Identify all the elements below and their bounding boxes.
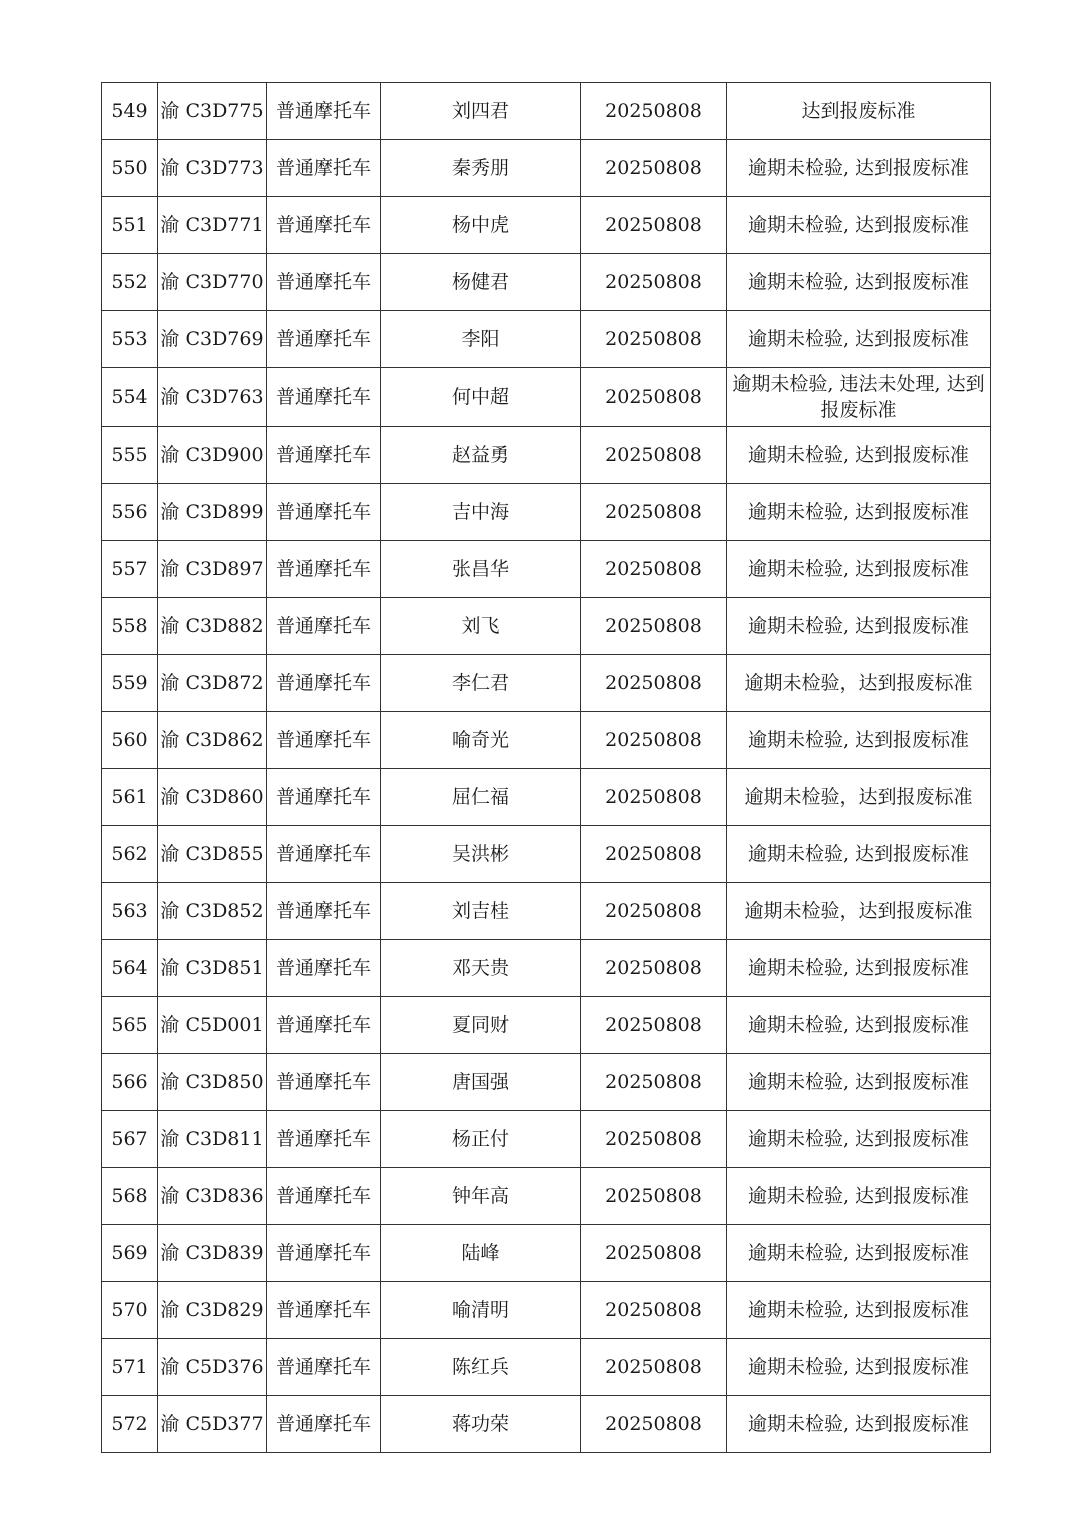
row-number-cell: 552 xyxy=(102,254,158,311)
reason-cell: 逾期未检验, 达到报废标准 xyxy=(727,826,991,883)
owner-name-cell: 吴洪彬 xyxy=(381,826,581,883)
vehicle-type-cell: 普通摩托车 xyxy=(267,83,381,140)
owner-name-cell: 屈仁福 xyxy=(381,769,581,826)
reason-cell: 逾期未检验, 达到报废标准 xyxy=(727,484,991,541)
owner-name-cell: 陈红兵 xyxy=(381,1339,581,1396)
owner-name-cell: 张昌华 xyxy=(381,541,581,598)
vehicle-type-cell: 普通摩托车 xyxy=(267,598,381,655)
row-number-cell: 572 xyxy=(102,1396,158,1453)
vehicle-type-cell: 普通摩托车 xyxy=(267,655,381,712)
vehicle-type-cell: 普通摩托车 xyxy=(267,1054,381,1111)
vehicle-type-cell: 普通摩托车 xyxy=(267,826,381,883)
owner-name-cell: 刘四君 xyxy=(381,83,581,140)
vehicle-type-cell: 普通摩托车 xyxy=(267,1339,381,1396)
owner-name-cell: 杨中虎 xyxy=(381,197,581,254)
owner-name-cell: 何中超 xyxy=(381,368,581,427)
plate-number-cell: 渝 C3D900 xyxy=(158,427,267,484)
vehicle-table-body xyxy=(102,83,991,1453)
reason-cell: 逾期未检验, 达到报废标准 xyxy=(727,197,991,254)
owner-name-cell: 喻清明 xyxy=(381,1282,581,1339)
row-number-cell: 550 xyxy=(102,140,158,197)
reason-cell: 逾期未检验，达到报废标准 xyxy=(727,769,991,826)
row-number-cell: 567 xyxy=(102,1111,158,1168)
owner-name-cell: 唐国强 xyxy=(381,1054,581,1111)
date-cell: 20250808 xyxy=(581,883,727,940)
owner-name-cell: 刘吉桂 xyxy=(381,883,581,940)
date-cell: 20250808 xyxy=(581,484,727,541)
table-row xyxy=(102,712,991,769)
row-number-cell: 554 xyxy=(102,368,158,427)
row-number-cell: 551 xyxy=(102,197,158,254)
row-number-cell: 564 xyxy=(102,940,158,997)
plate-number-cell: 渝 C3D897 xyxy=(158,541,267,598)
plate-number-cell: 渝 C3D770 xyxy=(158,254,267,311)
table-row xyxy=(102,997,991,1054)
date-cell: 20250808 xyxy=(581,1282,727,1339)
date-cell: 20250808 xyxy=(581,140,727,197)
vehicle-type-cell: 普通摩托车 xyxy=(267,484,381,541)
date-cell: 20250808 xyxy=(581,712,727,769)
row-number-cell: 557 xyxy=(102,541,158,598)
vehicle-type-cell: 普通摩托车 xyxy=(267,427,381,484)
owner-name-cell: 喻奇光 xyxy=(381,712,581,769)
row-number-cell: 556 xyxy=(102,484,158,541)
row-number-cell: 566 xyxy=(102,1054,158,1111)
date-cell: 20250808 xyxy=(581,655,727,712)
date-cell: 20250808 xyxy=(581,541,727,598)
vehicle-type-cell: 普通摩托车 xyxy=(267,140,381,197)
reason-cell: 逾期未检验, 达到报废标准 xyxy=(727,1282,991,1339)
reason-cell: 逾期未检验，达到报废标准 xyxy=(727,883,991,940)
plate-number-cell: 渝 C3D775 xyxy=(158,83,267,140)
row-number-cell: 569 xyxy=(102,1225,158,1282)
date-cell: 20250808 xyxy=(581,1111,727,1168)
table-row xyxy=(102,1339,991,1396)
plate-number-cell: 渝 C3D860 xyxy=(158,769,267,826)
table-row xyxy=(102,311,991,368)
reason-cell: 逾期未检验, 达到报废标准 xyxy=(727,712,991,769)
table-row xyxy=(102,197,991,254)
table-row xyxy=(102,1282,991,1339)
date-cell: 20250808 xyxy=(581,197,727,254)
reason-cell: 逾期未检验, 达到报废标准 xyxy=(727,254,991,311)
plate-number-cell: 渝 C3D899 xyxy=(158,484,267,541)
plate-number-cell: 渝 C5D001 xyxy=(158,997,267,1054)
plate-number-cell: 渝 C3D836 xyxy=(158,1168,267,1225)
table-row xyxy=(102,769,991,826)
table-row xyxy=(102,1111,991,1168)
date-cell: 20250808 xyxy=(581,1168,727,1225)
reason-cell: 逾期未检验, 违法未处理, 达到报废标准 xyxy=(727,368,991,427)
vehicle-table xyxy=(101,82,991,1453)
plate-number-cell: 渝 C3D851 xyxy=(158,940,267,997)
reason-cell: 逾期未检验, 达到报废标准 xyxy=(727,541,991,598)
vehicle-type-cell: 普通摩托车 xyxy=(267,997,381,1054)
vehicle-type-cell: 普通摩托车 xyxy=(267,1168,381,1225)
table-row xyxy=(102,368,991,427)
row-number-cell: 555 xyxy=(102,427,158,484)
plate-number-cell: 渝 C5D377 xyxy=(158,1396,267,1453)
vehicle-type-cell: 普通摩托车 xyxy=(267,940,381,997)
vehicle-type-cell: 普通摩托车 xyxy=(267,883,381,940)
table-row xyxy=(102,427,991,484)
plate-number-cell: 渝 C3D839 xyxy=(158,1225,267,1282)
reason-cell: 逾期未检验, 达到报废标准 xyxy=(727,1339,991,1396)
vehicle-type-cell: 普通摩托车 xyxy=(267,368,381,427)
plate-number-cell: 渝 C3D855 xyxy=(158,826,267,883)
table-row xyxy=(102,1168,991,1225)
reason-cell: 逾期未检验, 达到报废标准 xyxy=(727,997,991,1054)
row-number-cell: 570 xyxy=(102,1282,158,1339)
date-cell: 20250808 xyxy=(581,254,727,311)
plate-number-cell: 渝 C3D763 xyxy=(158,368,267,427)
vehicle-type-cell: 普通摩托车 xyxy=(267,1282,381,1339)
reason-cell: 逾期未检验, 达到报废标准 xyxy=(727,1225,991,1282)
plate-number-cell: 渝 C3D769 xyxy=(158,311,267,368)
plate-number-cell: 渝 C3D811 xyxy=(158,1111,267,1168)
owner-name-cell: 陆峰 xyxy=(381,1225,581,1282)
owner-name-cell: 夏同财 xyxy=(381,997,581,1054)
plate-number-cell: 渝 C3D852 xyxy=(158,883,267,940)
row-number-cell: 571 xyxy=(102,1339,158,1396)
date-cell: 20250808 xyxy=(581,1225,727,1282)
reason-cell: 逾期未检验，达到报废标准 xyxy=(727,655,991,712)
table-row xyxy=(102,140,991,197)
date-cell: 20250808 xyxy=(581,598,727,655)
plate-number-cell: 渝 C3D872 xyxy=(158,655,267,712)
row-number-cell: 563 xyxy=(102,883,158,940)
reason-cell: 逾期未检验, 达到报废标准 xyxy=(727,427,991,484)
date-cell: 20250808 xyxy=(581,826,727,883)
owner-name-cell: 赵益勇 xyxy=(381,427,581,484)
reason-cell: 达到报废标准 xyxy=(727,83,991,140)
reason-cell: 逾期未检验, 达到报废标准 xyxy=(727,598,991,655)
vehicle-type-cell: 普通摩托车 xyxy=(267,541,381,598)
plate-number-cell: 渝 C3D850 xyxy=(158,1054,267,1111)
row-number-cell: 559 xyxy=(102,655,158,712)
row-number-cell: 565 xyxy=(102,997,158,1054)
owner-name-cell: 李仁君 xyxy=(381,655,581,712)
reason-cell: 逾期未检验, 达到报废标准 xyxy=(727,940,991,997)
date-cell: 20250808 xyxy=(581,1054,727,1111)
table-row xyxy=(102,1054,991,1111)
vehicle-type-cell: 普通摩托车 xyxy=(267,1111,381,1168)
date-cell: 20250808 xyxy=(581,1396,727,1453)
table-row xyxy=(102,541,991,598)
date-cell: 20250808 xyxy=(581,311,727,368)
reason-cell: 逾期未检验, 达到报废标准 xyxy=(727,1168,991,1225)
vehicle-table-page xyxy=(101,82,990,1453)
owner-name-cell: 秦秀朋 xyxy=(381,140,581,197)
reason-cell: 逾期未检验, 达到报废标准 xyxy=(727,1054,991,1111)
table-row xyxy=(102,883,991,940)
table-row xyxy=(102,1225,991,1282)
table-row xyxy=(102,598,991,655)
vehicle-type-cell: 普通摩托车 xyxy=(267,769,381,826)
row-number-cell: 549 xyxy=(102,83,158,140)
row-number-cell: 562 xyxy=(102,826,158,883)
reason-cell: 逾期未检验, 达到报废标准 xyxy=(727,311,991,368)
vehicle-type-cell: 普通摩托车 xyxy=(267,712,381,769)
owner-name-cell: 蒋功荣 xyxy=(381,1396,581,1453)
owner-name-cell: 刘飞 xyxy=(381,598,581,655)
date-cell: 20250808 xyxy=(581,427,727,484)
vehicle-type-cell: 普通摩托车 xyxy=(267,1396,381,1453)
date-cell: 20250808 xyxy=(581,83,727,140)
date-cell: 20250808 xyxy=(581,368,727,427)
date-cell: 20250808 xyxy=(581,769,727,826)
date-cell: 20250808 xyxy=(581,940,727,997)
plate-number-cell: 渝 C3D773 xyxy=(158,140,267,197)
row-number-cell: 568 xyxy=(102,1168,158,1225)
row-number-cell: 561 xyxy=(102,769,158,826)
owner-name-cell: 杨健君 xyxy=(381,254,581,311)
owner-name-cell: 吉中海 xyxy=(381,484,581,541)
reason-cell: 逾期未检验, 达到报废标准 xyxy=(727,140,991,197)
owner-name-cell: 杨正付 xyxy=(381,1111,581,1168)
reason-cell: 逾期未检验, 达到报废标准 xyxy=(727,1396,991,1453)
vehicle-type-cell: 普通摩托车 xyxy=(267,197,381,254)
row-number-cell: 560 xyxy=(102,712,158,769)
owner-name-cell: 钟年高 xyxy=(381,1168,581,1225)
row-number-cell: 553 xyxy=(102,311,158,368)
vehicle-type-cell: 普通摩托车 xyxy=(267,1225,381,1282)
vehicle-type-cell: 普通摩托车 xyxy=(267,311,381,368)
plate-number-cell: 渝 C3D882 xyxy=(158,598,267,655)
table-row xyxy=(102,83,991,140)
plate-number-cell: 渝 C3D862 xyxy=(158,712,267,769)
plate-number-cell: 渝 C3D771 xyxy=(158,197,267,254)
owner-name-cell: 李阳 xyxy=(381,311,581,368)
vehicle-type-cell: 普通摩托车 xyxy=(267,254,381,311)
date-cell: 20250808 xyxy=(581,1339,727,1396)
row-number-cell: 558 xyxy=(102,598,158,655)
table-row xyxy=(102,940,991,997)
table-row xyxy=(102,826,991,883)
table-row xyxy=(102,1396,991,1453)
table-row xyxy=(102,254,991,311)
reason-cell: 逾期未检验, 达到报废标准 xyxy=(727,1111,991,1168)
table-row xyxy=(102,484,991,541)
plate-number-cell: 渝 C5D376 xyxy=(158,1339,267,1396)
plate-number-cell: 渝 C3D829 xyxy=(158,1282,267,1339)
owner-name-cell: 邓天贵 xyxy=(381,940,581,997)
date-cell: 20250808 xyxy=(581,997,727,1054)
table-row xyxy=(102,655,991,712)
